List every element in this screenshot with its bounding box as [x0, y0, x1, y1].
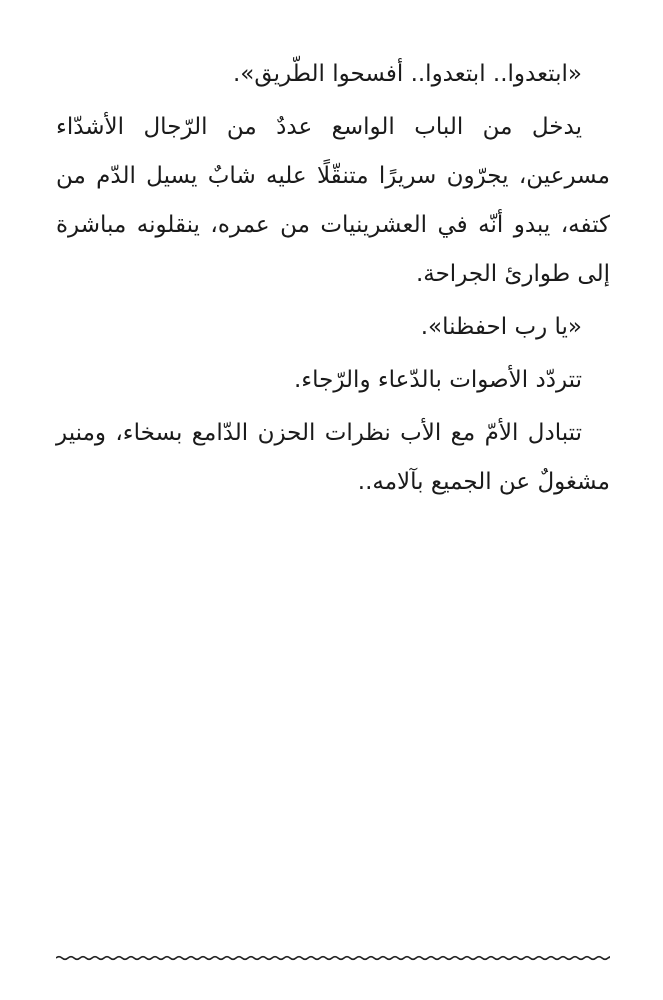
- wavy-divider-ornament: [56, 950, 610, 966]
- paragraph-men-enter: يدخل من الباب الواسع عددٌ من الرّجال الأشدّاء مسرعين، يجرّون سريرًا متنقّلًا عليه شابٌ يسيل الدّم من كتفه، يبدو أنّه في العشرينيات من عمره، ينقلونه مباشرة إلى طوارئ الجراحة.: [56, 114, 610, 287]
- page-body-text: [56, 50, 610, 511]
- paragraph-prayer: «يا رب احفظنا».: [420, 314, 582, 340]
- paragraph-parents: تتبادل الأمّ مع الأب نظرات الحزن الدّامع بسخاء، ومنير مشغولٌ عن الجميع بآلامه..: [56, 420, 610, 495]
- paragraph-voices: تتردّد الأصوات بالدّعاء والرّجاء.: [294, 367, 582, 393]
- paragraph-shout: «ابتعدوا.. ابتعدوا.. أفسحوا الطّريق».: [233, 61, 582, 87]
